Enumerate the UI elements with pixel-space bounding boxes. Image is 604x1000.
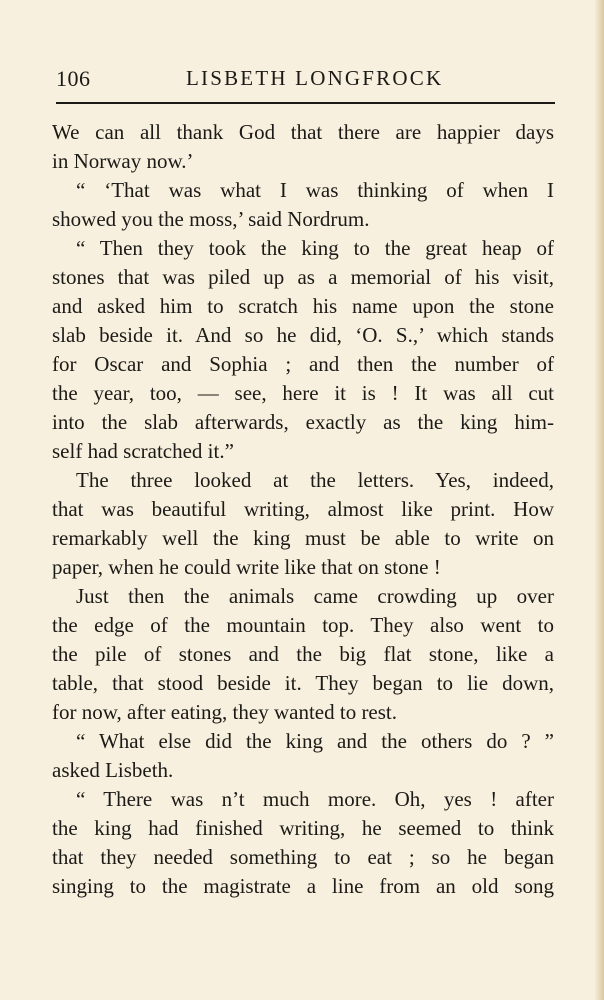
text-line: table, that stood beside it. They began to lie down, — [52, 671, 554, 695]
text-line: for now, after eating, they wanted to rest. — [52, 700, 398, 724]
header-rule — [56, 102, 555, 104]
text-line: “ What else did the king and the others do ? ” — [76, 729, 554, 753]
running-title: LISBETH LONGFROCK — [186, 66, 444, 90]
text-line: the pile of stones and the big flat stone, like a — [52, 642, 554, 666]
text-line: for Oscar and Sophia ; and then the number of — [52, 352, 554, 376]
text-line: “ There was n’t much more. Oh, yes ! after — [76, 787, 554, 811]
page-number: 106 — [56, 66, 91, 91]
text-line: We can all thank God that there are happier days — [52, 120, 554, 144]
text-line: in Norway now.’ — [52, 149, 194, 173]
text-line: The three looked at the letters. Yes, indeed, — [76, 468, 554, 492]
text-line: “ ‘That was what I was thinking of when I — [76, 178, 554, 202]
text-line: Just then the animals came crowding up over — [76, 584, 554, 608]
page-edge-shading — [594, 0, 604, 1000]
text-line: that was beautiful writing, almost like print. How — [52, 497, 554, 521]
text-line: paper, when he could write like that on stone ! — [52, 555, 441, 579]
text-line: “ Then they took the king to the great heap of — [76, 236, 554, 260]
text-line: asked Lisbeth. — [52, 758, 174, 782]
text-line: remarkably well the king must be able to write on — [52, 526, 554, 550]
text-line: into the slab afterwards, exactly as the king him- — [52, 410, 554, 434]
text-line: singing to the magistrate a line from an old song — [52, 874, 554, 898]
text-line: stones that was piled up as a memorial of his visit, — [52, 265, 554, 289]
page-header — [56, 66, 554, 96]
text-line: the edge of the mountain top. They also went to — [52, 613, 554, 637]
text-line: the year, too, — see, here it is ! It was all cut — [52, 381, 554, 405]
text-line: slab beside it. And so he did, ‘O. S.,’ which stands — [52, 323, 554, 347]
text-line: showed you the moss,’ said Nordrum. — [52, 207, 370, 231]
text-line: and asked him to scratch his name upon the stone — [52, 294, 554, 318]
text-line: the king had finished writing, he seemed to think — [52, 816, 554, 840]
text-line: that they needed something to eat ; so he began — [52, 845, 554, 869]
body-text — [52, 118, 554, 901]
text-line: self had scratched it.” — [52, 439, 234, 463]
